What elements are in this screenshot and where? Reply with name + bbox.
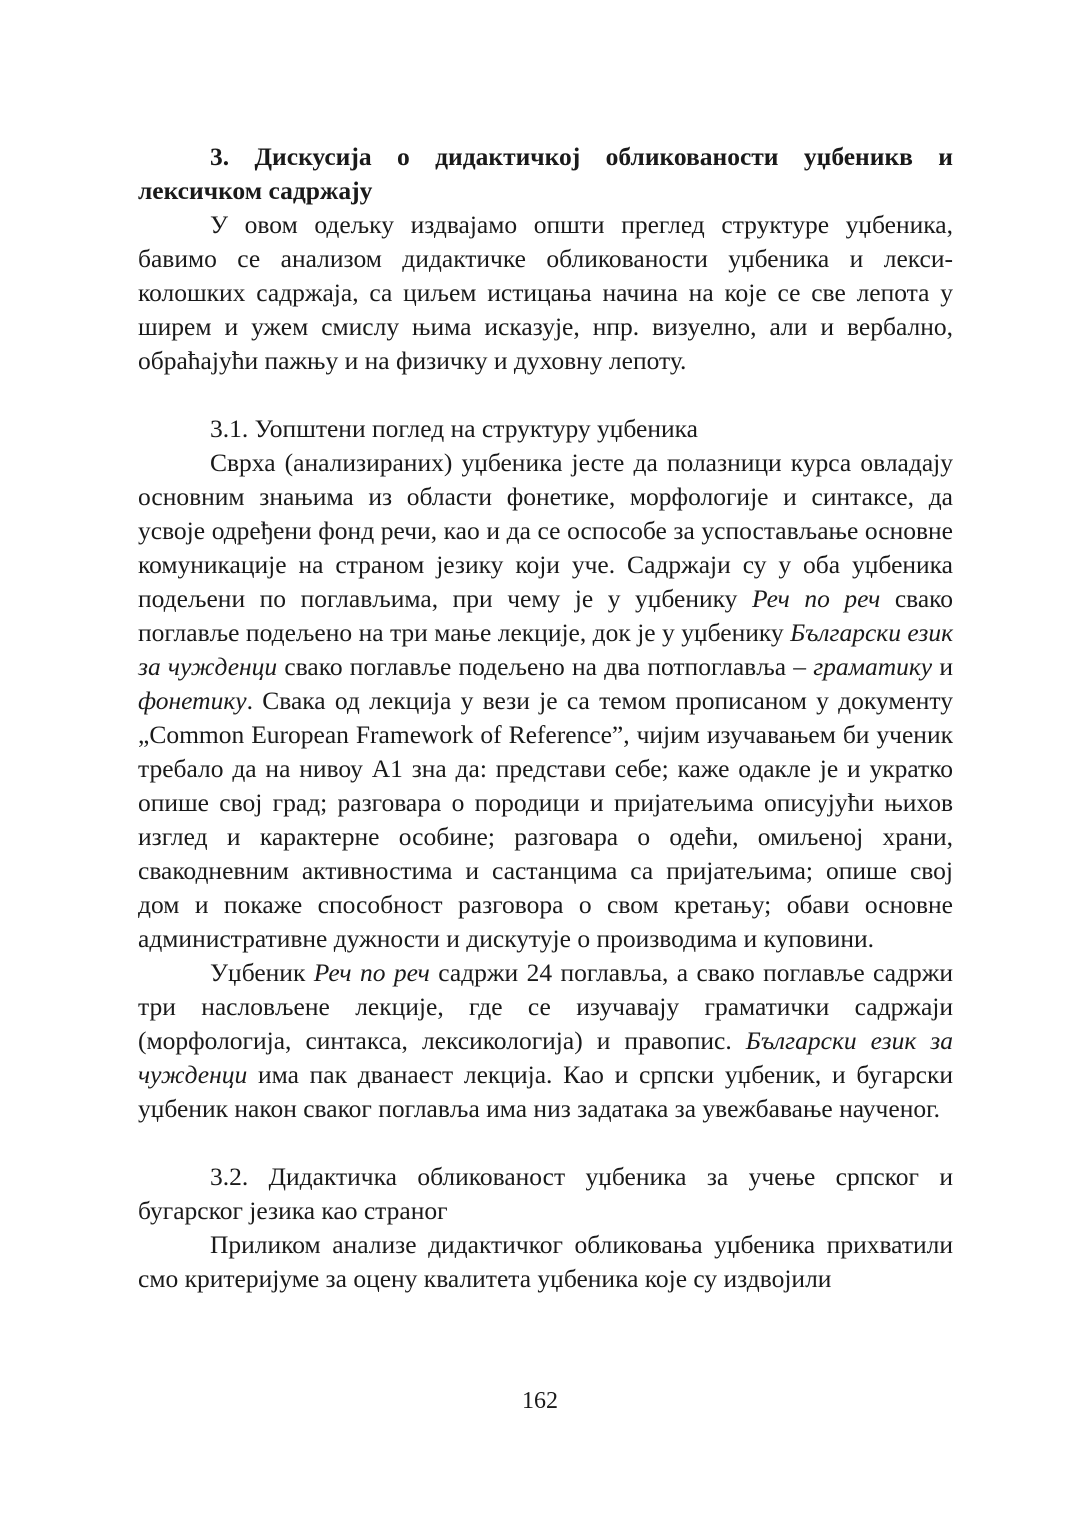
text-span: садржи 24 поглавља, а свако поглавље садржи три насловљене лекције, где се изучавају граматички садржаји (морфологија, синтакса, лексикологија) и правопис. (138, 958, 953, 1055)
book-title: Български език за чужденци (138, 618, 953, 681)
text-span: Сврха (анализираних) уџбеника јесте да полазници курса овладају основним знањима из области фонетике, морфологије и синтаксе, да усвоје одређени фонд речи, као и да се оспособе за успостављање основне комуникације на страном језику који уче. Садржаји су у оба уџбеника подељени по поглављима, при чему је у уџбенику (138, 448, 953, 613)
page-number: 162 (522, 1388, 558, 1414)
book-title: Реч по реч (313, 958, 430, 987)
text-span: . Свака од лекција у вези је са темом прописаном у документу „Common European Framework of Reference”, чијим изучавањем би ученик требало да на нивоу А1 зна да: представи себе; каже одакле је и укратко опише свој град; разговара о породици и пријатељима описујући њихов изглед и карактерне особине; разговара о одећи, омиљеној храни, свакодневним активностима и састанцима са пријатељима; опише свој дом и покаже способност разговора о свом кретању; обави основне административне дужности и дискутује о производима и куповини. (138, 686, 953, 953)
text-span: Уџбеник (210, 958, 314, 987)
paragraph-textbook (138, 956, 953, 1126)
text-span: свако поглавље подељено на два потпоглавља – (277, 652, 814, 681)
book-title: Български език за чужденци (138, 1026, 954, 1089)
term-italic: граматику (813, 652, 933, 681)
paragraph-analysis: Приликом анализе дидактичког обликовања уџбеника прихватили смо критеријуме за оцену квалитета уџбеника које су издвојили (138, 1230, 953, 1293)
text-span: има пак дванаест лекција. Као и српски уџбеник, и бугарски уџбеник након сваког поглавља има низ задатака за увежбавање наученог. (138, 1060, 953, 1123)
text-span: свако поглавље подељено на три мање лекције, док је у уџбенику (138, 584, 954, 647)
intro-paragraph: У овом одељку издвајамо општи преглед структуре уџбеника, бавимо се анализом дидактичке обликованости уџбеника и лексиколошких садржаја, са циљем истицања начина на које се све лепота у ширем и ужем смислу њима исказује, нпр. визуелно, али и вербално, обраћајући пажњу и на физичку и духовну лепоту. (138, 210, 953, 375)
subsection-title-3-1: 3.1. Уопштени поглед на структуру уџбеника (210, 414, 698, 443)
paragraph-purpose (138, 446, 953, 956)
section-heading: 3. Дискусија о дидактичкој обликованости уџбеникв и лексичком садржају (138, 142, 953, 205)
book-title: Реч по реч (751, 584, 881, 613)
subsection-title-3-2: 3.2. Дидактичка обликованост уџбеника за учење српског и бугарског језика као страног (138, 1162, 953, 1225)
text-span: и (932, 652, 953, 681)
term-italic: фонетику (138, 686, 247, 715)
page-body (138, 140, 953, 1296)
